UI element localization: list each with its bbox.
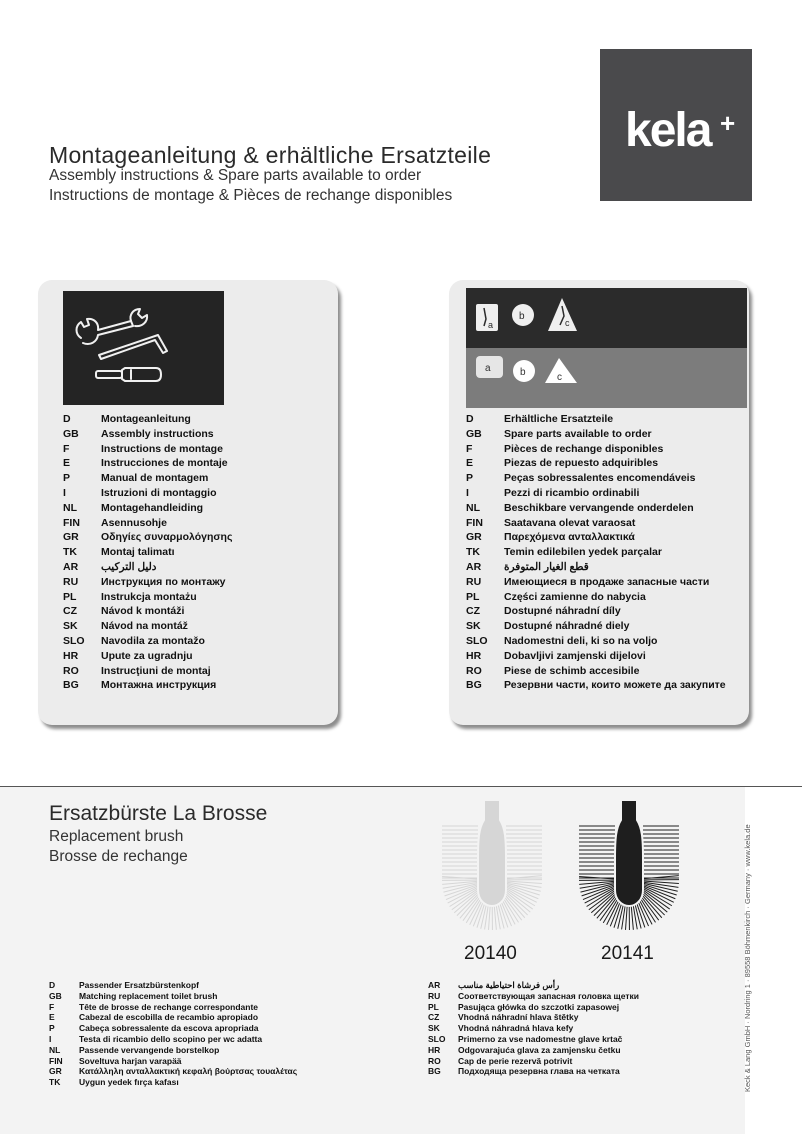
language-code: BG	[466, 679, 482, 692]
language-code: F	[466, 442, 473, 455]
language-text: Soveltuva harjan varapää	[79, 1055, 182, 1066]
spare-parts-card	[449, 280, 749, 725]
language-text: Pièces de rechange disponibles	[504, 442, 664, 455]
page-title: Montageanleitung & erhältliche Ersatzteile	[49, 142, 492, 168]
language-text: Montagehandleiding	[101, 501, 204, 514]
page-subtitle-en: Assembly instructions & Spare parts available to order	[49, 167, 422, 184]
list-item	[466, 561, 726, 576]
language-code: SK	[63, 620, 78, 633]
language-code: NL	[49, 1044, 61, 1055]
svg-text:b: b	[519, 311, 525, 322]
language-text: رأس فرشاة احتياطية مناسب	[458, 980, 560, 990]
language-text: Návod k montáži	[101, 605, 185, 618]
language-text: Matching replacement toilet brush	[79, 990, 218, 1001]
list-item	[49, 1012, 297, 1023]
language-code: P	[49, 1023, 55, 1034]
list-item	[466, 531, 726, 546]
language-text: Instrukcja montażu	[101, 590, 197, 603]
list-item	[63, 531, 232, 546]
language-code: AR	[466, 560, 482, 573]
language-text: Primerno za vse nadomestne glave krtač	[458, 1033, 623, 1044]
language-text: Монтажна инструкция	[101, 679, 217, 692]
replacement-language-list-left	[49, 980, 297, 1088]
svg-text:a: a	[485, 363, 491, 374]
list-item	[466, 457, 726, 472]
language-code: I	[63, 486, 66, 499]
list-item	[63, 517, 232, 532]
list-item	[466, 576, 726, 591]
list-item	[49, 980, 297, 991]
language-text: Návod na montáž	[101, 620, 188, 633]
list-item	[49, 1077, 297, 1088]
language-text: Instrucciones de montaje	[101, 457, 228, 470]
list-item	[63, 428, 232, 443]
list-item	[428, 1023, 639, 1034]
screwdriver-icon	[96, 368, 161, 381]
svg-text:a: a	[488, 320, 494, 330]
language-text: Piese de schimb accesibile	[504, 664, 640, 677]
replacement-subtitle-fr: Brosse de rechange	[49, 848, 188, 865]
language-code: GB	[49, 990, 62, 1001]
list-item	[49, 1002, 297, 1013]
language-code: RU	[63, 575, 79, 588]
list-item	[63, 620, 232, 635]
language-text: Инструкция по монтажу	[101, 575, 226, 588]
list-item	[63, 650, 232, 665]
language-text: Passende vervangende borstelkop	[79, 1044, 220, 1055]
language-text: Navodila za montažo	[101, 634, 205, 647]
language-text: Имеющиеся в продаже запасные части	[504, 575, 710, 588]
language-text: دليل التركيب	[101, 560, 157, 573]
parts-dark-panel	[466, 288, 747, 348]
language-code: GR	[466, 531, 482, 544]
language-code: GR	[49, 1066, 62, 1077]
list-item	[63, 576, 232, 591]
list-item	[49, 1034, 297, 1045]
language-code: I	[466, 486, 469, 499]
spare-parts-illustration	[466, 288, 747, 408]
svg-text:c: c	[557, 372, 562, 383]
language-text: Temin edilebilen yedek parçalar	[504, 546, 662, 559]
page-subtitle-fr: Instructions de montage & Pièces de rechange disponibles	[49, 187, 453, 204]
list-item	[428, 1012, 639, 1023]
list-item	[63, 413, 232, 428]
list-item	[466, 487, 726, 502]
language-code: GR	[63, 531, 79, 544]
tools-illustration	[63, 291, 224, 405]
language-text: Dostupné náhradné diely	[504, 620, 630, 633]
list-item	[466, 620, 726, 635]
replacement-subtitle-en: Replacement brush	[49, 828, 184, 845]
language-text: Instructions de montage	[101, 442, 223, 455]
assembly-card	[38, 280, 338, 725]
list-item	[466, 502, 726, 517]
language-text: Dobavljivi zamjenski dijelovi	[504, 649, 646, 662]
language-code: PL	[63, 590, 77, 603]
language-code: D	[63, 413, 71, 425]
language-text: Manual de montagem	[101, 472, 209, 485]
article-number-light: 20140	[464, 943, 517, 964]
language-text: Nadomestni deli, ki so na voljo	[504, 634, 658, 647]
language-code: I	[49, 1033, 52, 1044]
brush-light-image	[437, 798, 547, 938]
language-code: CZ	[428, 1012, 440, 1023]
list-item	[63, 665, 232, 680]
list-item	[63, 443, 232, 458]
language-code: BG	[63, 679, 79, 692]
list-item	[466, 665, 726, 680]
language-code: CZ	[63, 605, 77, 618]
language-text: Uygun yedek fırça kafası	[79, 1077, 179, 1088]
sparkle-icon: +	[720, 108, 736, 138]
assembly-language-list	[63, 413, 232, 694]
language-code: SLO	[466, 634, 488, 647]
list-item	[466, 605, 726, 620]
list-item	[466, 443, 726, 458]
parts-grey-panel	[466, 348, 747, 408]
list-item	[466, 650, 726, 665]
list-item	[63, 546, 232, 561]
list-item	[63, 561, 232, 576]
language-code: D	[49, 980, 56, 990]
language-code: GB	[466, 427, 482, 440]
list-item	[466, 679, 726, 694]
language-text: Passender Ersatzbürstenkopf	[79, 980, 199, 990]
list-item	[63, 679, 232, 694]
language-text: Соответствующая запасная головка щетки	[458, 990, 639, 1001]
language-text: Istruzioni di montaggio	[101, 486, 217, 499]
language-code: D	[466, 413, 474, 425]
language-code: SK	[428, 1023, 440, 1034]
language-code: SLO	[428, 1033, 446, 1044]
list-item	[63, 487, 232, 502]
language-code: HR	[466, 649, 482, 662]
language-text: Upute za ugradnju	[101, 649, 193, 662]
language-text: Tête de brosse de rechange correspondante	[79, 1001, 259, 1012]
list-item	[466, 591, 726, 606]
language-code: TK	[63, 546, 77, 559]
language-text: Spare parts available to order	[504, 427, 652, 440]
language-text: Παρεχόμενα ανταλλακτικά	[504, 531, 635, 544]
language-code: RU	[466, 575, 482, 588]
list-item	[63, 635, 232, 650]
company-info: Keck & Lang GmbH · Nordring 1 · 89558 Böhmenkirch · Germany · www.kela.de	[743, 824, 752, 1092]
language-code: RO	[63, 664, 79, 677]
language-text: Подходяща резервна глава на четката	[458, 1066, 620, 1077]
brand-logo: kela	[625, 104, 711, 157]
list-item	[466, 517, 726, 532]
language-text: Assembly instructions	[101, 427, 214, 440]
language-code: E	[49, 1012, 55, 1023]
language-code: E	[466, 457, 474, 470]
article-number-dark: 20141	[601, 943, 654, 964]
language-text: Erhältliche Ersatzteile	[504, 413, 614, 425]
language-text: Montaj talimatı	[101, 546, 175, 559]
language-code: TK	[49, 1077, 61, 1088]
part-a-icon	[476, 304, 498, 331]
list-item	[466, 546, 726, 561]
list-item	[63, 502, 232, 517]
language-text: Κατάλληλη ανταλλακτική κεφαλή βούρτσας τουαλέτας	[79, 1066, 298, 1077]
svg-text:c: c	[565, 318, 570, 328]
language-text: Peças sobressalentes encomendáveis	[504, 472, 696, 485]
language-code: F	[49, 1001, 55, 1012]
language-text: Pasująca główka do szczotki zapasowej	[458, 1001, 620, 1012]
language-text: Części zamienne do nabycia	[504, 590, 646, 603]
list-item	[63, 457, 232, 472]
language-code: P	[466, 472, 474, 485]
language-code: FIN	[466, 516, 483, 529]
language-code: GB	[63, 427, 79, 440]
svg-text:b: b	[520, 367, 526, 378]
language-text: Vhodná náhradná hlava kefy	[458, 1023, 574, 1034]
language-code: CZ	[466, 605, 480, 618]
language-text: Резервни части, които можете да закупите	[504, 679, 726, 692]
language-code: RU	[428, 990, 441, 1001]
list-item	[49, 1056, 297, 1067]
language-text: Cabeça sobressalente da escova apropriada	[79, 1023, 259, 1034]
language-code: F	[63, 442, 70, 455]
language-text: Montageanleitung	[101, 413, 191, 425]
replacement-language-list-right	[428, 980, 639, 1077]
language-code: HR	[428, 1044, 441, 1055]
language-code: AR	[428, 980, 441, 990]
language-code: BG	[428, 1066, 441, 1077]
language-code: SLO	[63, 634, 85, 647]
list-item	[466, 472, 726, 487]
language-code: PL	[428, 1001, 439, 1012]
list-item	[428, 980, 639, 991]
language-code: AR	[63, 560, 79, 573]
language-text: Instrucţiuni de montaj	[101, 664, 211, 677]
list-item	[428, 991, 639, 1002]
list-item	[466, 428, 726, 443]
list-item	[63, 605, 232, 620]
language-text: Οδηγίες συναρμολόγησης	[101, 531, 233, 544]
list-item	[428, 1002, 639, 1013]
language-text: Cap de perie rezervă potrivit	[458, 1055, 573, 1066]
list-item	[428, 1066, 639, 1077]
list-item	[466, 635, 726, 650]
language-text: Piezas de repuesto adquiribles	[504, 457, 659, 470]
wrench-icon	[63, 291, 224, 405]
language-text: Dostupné náhradní díly	[504, 605, 621, 618]
language-code: TK	[466, 546, 480, 559]
list-item	[428, 1045, 639, 1056]
language-text: Saatavana olevat varaosat	[504, 516, 636, 529]
list-item	[428, 1056, 639, 1067]
list-item	[63, 472, 232, 487]
language-code: P	[63, 472, 71, 485]
language-code: FIN	[63, 516, 80, 529]
language-code: FIN	[49, 1055, 63, 1066]
language-text: Cabezal de escobilla de recambio apropiado	[79, 1012, 259, 1023]
language-text: Asennusohje	[101, 516, 167, 529]
hex-key-icon	[99, 335, 167, 359]
spare-parts-language-list	[466, 413, 726, 694]
list-item	[49, 1045, 297, 1056]
language-code: PL	[466, 590, 480, 603]
language-text: Odgovarajuća glava za zamjensku četku	[458, 1044, 621, 1055]
language-code: NL	[63, 501, 77, 514]
language-code: HR	[63, 649, 79, 662]
language-text: Beschikbare vervangende onderdelen	[504, 501, 694, 514]
list-item	[466, 413, 726, 428]
language-code: E	[63, 457, 71, 470]
language-text: قطع الغيار المتوفرة	[504, 560, 589, 573]
replacement-title: Ersatzbürste La Brosse	[49, 802, 268, 825]
language-code: SK	[466, 620, 481, 633]
language-code: RO	[428, 1055, 441, 1066]
brush-dark-image	[574, 798, 684, 938]
language-text: Pezzi di ricambio ordinabili	[504, 486, 640, 499]
list-item	[49, 1023, 297, 1034]
list-item	[49, 991, 297, 1002]
language-text: Vhodná náhradní hlava štětky	[458, 1012, 579, 1023]
list-item	[49, 1066, 297, 1077]
language-text: Testa di ricambio dello scopino per wc adatta	[79, 1033, 263, 1044]
language-code: NL	[466, 501, 480, 514]
list-item	[63, 591, 232, 606]
part-c-icon	[548, 298, 577, 331]
list-item	[428, 1034, 639, 1045]
language-code: RO	[466, 664, 482, 677]
